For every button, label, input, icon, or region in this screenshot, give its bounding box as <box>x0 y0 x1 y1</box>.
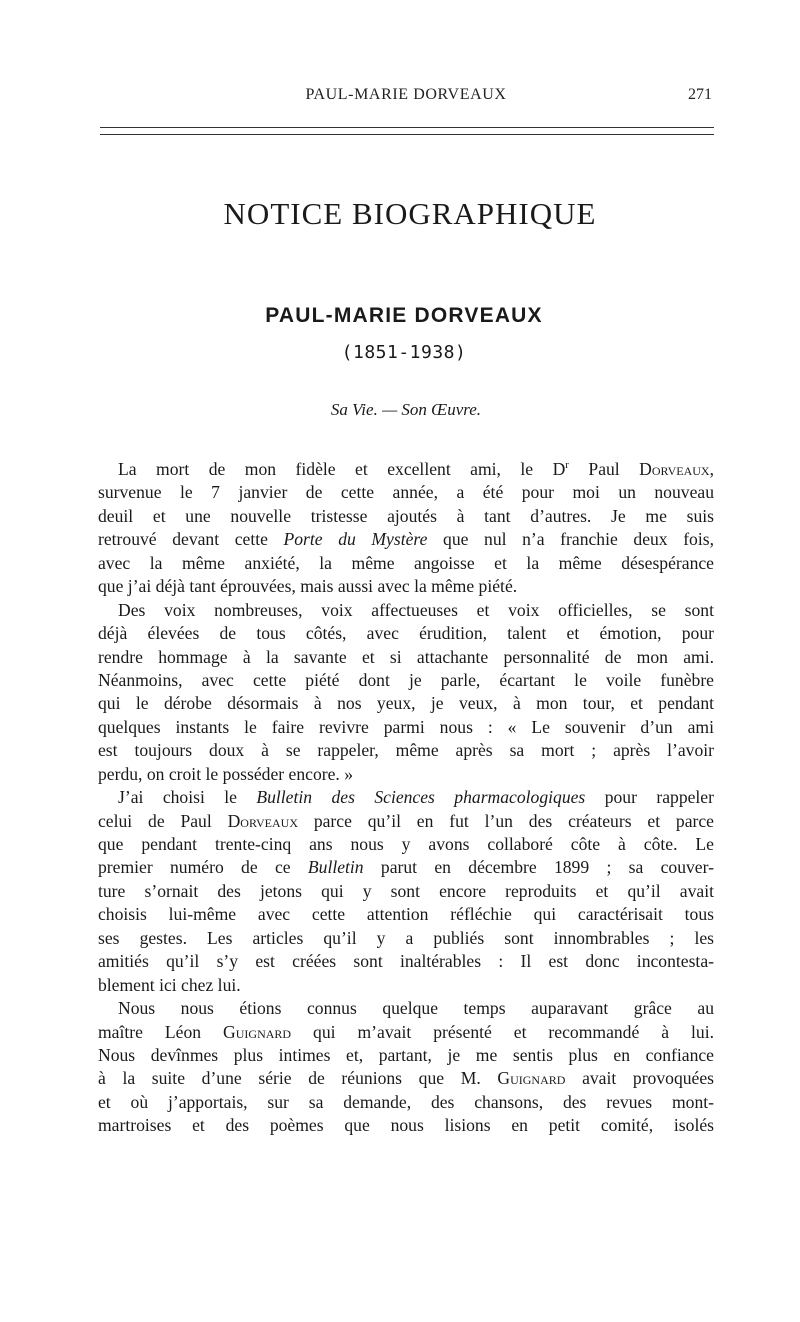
text-segment: , <box>709 459 714 479</box>
small-caps-name: Guignard <box>223 1021 292 1042</box>
text-segment: que pendant trente-cinq ans nous y avons collaboré côte à côte. Le <box>98 834 714 854</box>
text-segment: blement ici chez lui. <box>98 974 241 995</box>
text-line <box>98 856 714 879</box>
page-number: 271 <box>688 86 712 103</box>
text-line <box>98 1114 714 1137</box>
life-dates: (1851-1938) <box>341 342 467 363</box>
text-segment: rendre hommage à la savante et si attachante personnalité de mon ami. <box>98 646 714 667</box>
text-segment: Nous devînmes plus intimes et, partant, je me sentis plus en confiance <box>98 1044 714 1065</box>
text-line <box>98 552 714 575</box>
text-line <box>98 833 714 856</box>
text-segment: Des voix nombreuses, voix affectueuses et voix officielles, se sont <box>118 599 714 620</box>
text-line <box>98 786 714 809</box>
text-line <box>98 810 714 833</box>
small-caps-name: Dorveaux <box>227 810 298 831</box>
text-segment: que j’ai déjà tant éprouvées, mais aussi avec la même piété. <box>98 576 518 597</box>
body-text <box>98 458 714 1138</box>
text-segment: ture s’ornait des jetons qui y sont encore reproduits et qu’il avait <box>98 880 714 901</box>
text-segment: avec la même anxiété, la même angoisse et la même désespérance <box>98 552 714 573</box>
text-segment: que nul n’a franchie deux fois, <box>427 529 714 550</box>
text-line <box>98 974 714 997</box>
text-segment: parce qu’il en fut l’un des créateurs et parce <box>298 810 714 831</box>
header-double-rule <box>100 127 714 135</box>
text-line <box>98 458 714 481</box>
text-segment: est toujours doux à se rappeler, même après sa mort ; après l’avoir <box>98 740 714 761</box>
italic-text: Bulletin <box>307 857 364 878</box>
text-segment: ses gestes. Les articles qu’il y a publiés sont innombrables ; les <box>98 927 714 948</box>
text-line <box>98 599 714 622</box>
text-line <box>98 880 714 903</box>
text-segment: celui de Paul <box>98 810 228 831</box>
text-segment: maître Léon <box>98 1021 224 1042</box>
text-segment: quelques instants le faire revivre parmi nous : « Le souvenir d’un ami <box>98 716 714 737</box>
subtitle: Sa Vie. — Son Œuvre. <box>330 400 482 419</box>
text-segment: martroises et des poèmes que nous lisions en petit comité, isolés <box>98 1115 714 1136</box>
text-line <box>98 646 714 669</box>
text-segment: choisis lui-même avec cette attention réfléchie qui caractérisait tous <box>98 904 714 925</box>
italic-text: Porte du Mystère <box>283 529 428 550</box>
text-segment: Nous nous étions connus quelque temps auparavant grâce au <box>118 998 714 1019</box>
text-segment: retrouvé devant cette <box>98 529 284 550</box>
text-line <box>98 622 714 645</box>
text-line <box>98 739 714 762</box>
text-line <box>98 1021 714 1044</box>
text-line <box>98 528 714 551</box>
text-line <box>98 692 714 715</box>
text-line <box>98 505 714 528</box>
text-segment: Paul <box>568 459 640 479</box>
text-segment: Néanmoins, avec cette piété dont je parle, écartant le voile funèbre <box>98 669 714 690</box>
italic-text: Bulletin des Sciences pharmacologiques <box>256 787 586 808</box>
person-name: PAUL-MARIE DORVEAUX <box>265 304 543 327</box>
text-line <box>98 950 714 973</box>
text-line <box>98 669 714 692</box>
text-segment: J’ai choisi le <box>118 787 257 808</box>
text-segment: amitiés qu’il s’y est créées sont inaltérables : Il est donc incontesta- <box>98 951 714 972</box>
text-segment: parut en décembre 1899 ; sa couver- <box>363 857 714 878</box>
text-segment: déjà élevées de tous côtés, avec érudition, talent et émotion, pour <box>98 623 714 644</box>
small-caps-name: Dorveaux <box>639 459 710 479</box>
text-segment: deuil et une nouvelle tristesse ajoutés à tant d’autres. Je me suis <box>98 505 714 526</box>
text-line <box>98 481 714 504</box>
text-line <box>98 1067 714 1090</box>
text-line <box>98 903 714 926</box>
text-line <box>98 927 714 950</box>
text-line <box>98 1044 714 1067</box>
text-segment: La mort de mon fidèle et excellent ami, le D <box>118 459 566 479</box>
text-segment: et où j’apportais, sur sa demande, des chansons, des revues mont- <box>98 1091 714 1112</box>
text-segment: qui m’avait présenté et recommandé à lui. <box>291 1021 715 1042</box>
running-head <box>100 86 712 108</box>
text-line <box>98 575 714 598</box>
superscript: r <box>565 459 569 472</box>
small-caps-name: Guignard <box>497 1068 566 1089</box>
running-title: PAUL-MARIE DORVEAUX <box>305 86 507 103</box>
text-segment: perdu, on croit le posséder encore. » <box>98 763 354 784</box>
text-segment: à la suite d’une série de réunions que M. <box>98 1068 498 1089</box>
text-line <box>98 763 714 786</box>
page-title: NOTICE BIOGRAPHIQUE <box>223 196 597 231</box>
text-segment: avait provoquées <box>565 1068 715 1089</box>
text-segment: survenue le 7 janvier de cette année, a été pour moi un nouveau <box>98 482 714 503</box>
text-segment: qui le dérobe désormais à nos yeux, je veux, à mon tour, et pendant <box>98 693 714 714</box>
text-line <box>98 1091 714 1114</box>
text-segment: pour rappeler <box>585 787 714 808</box>
text-segment: premier numéro de ce <box>98 857 308 878</box>
text-line <box>98 997 714 1020</box>
text-line <box>98 716 714 739</box>
